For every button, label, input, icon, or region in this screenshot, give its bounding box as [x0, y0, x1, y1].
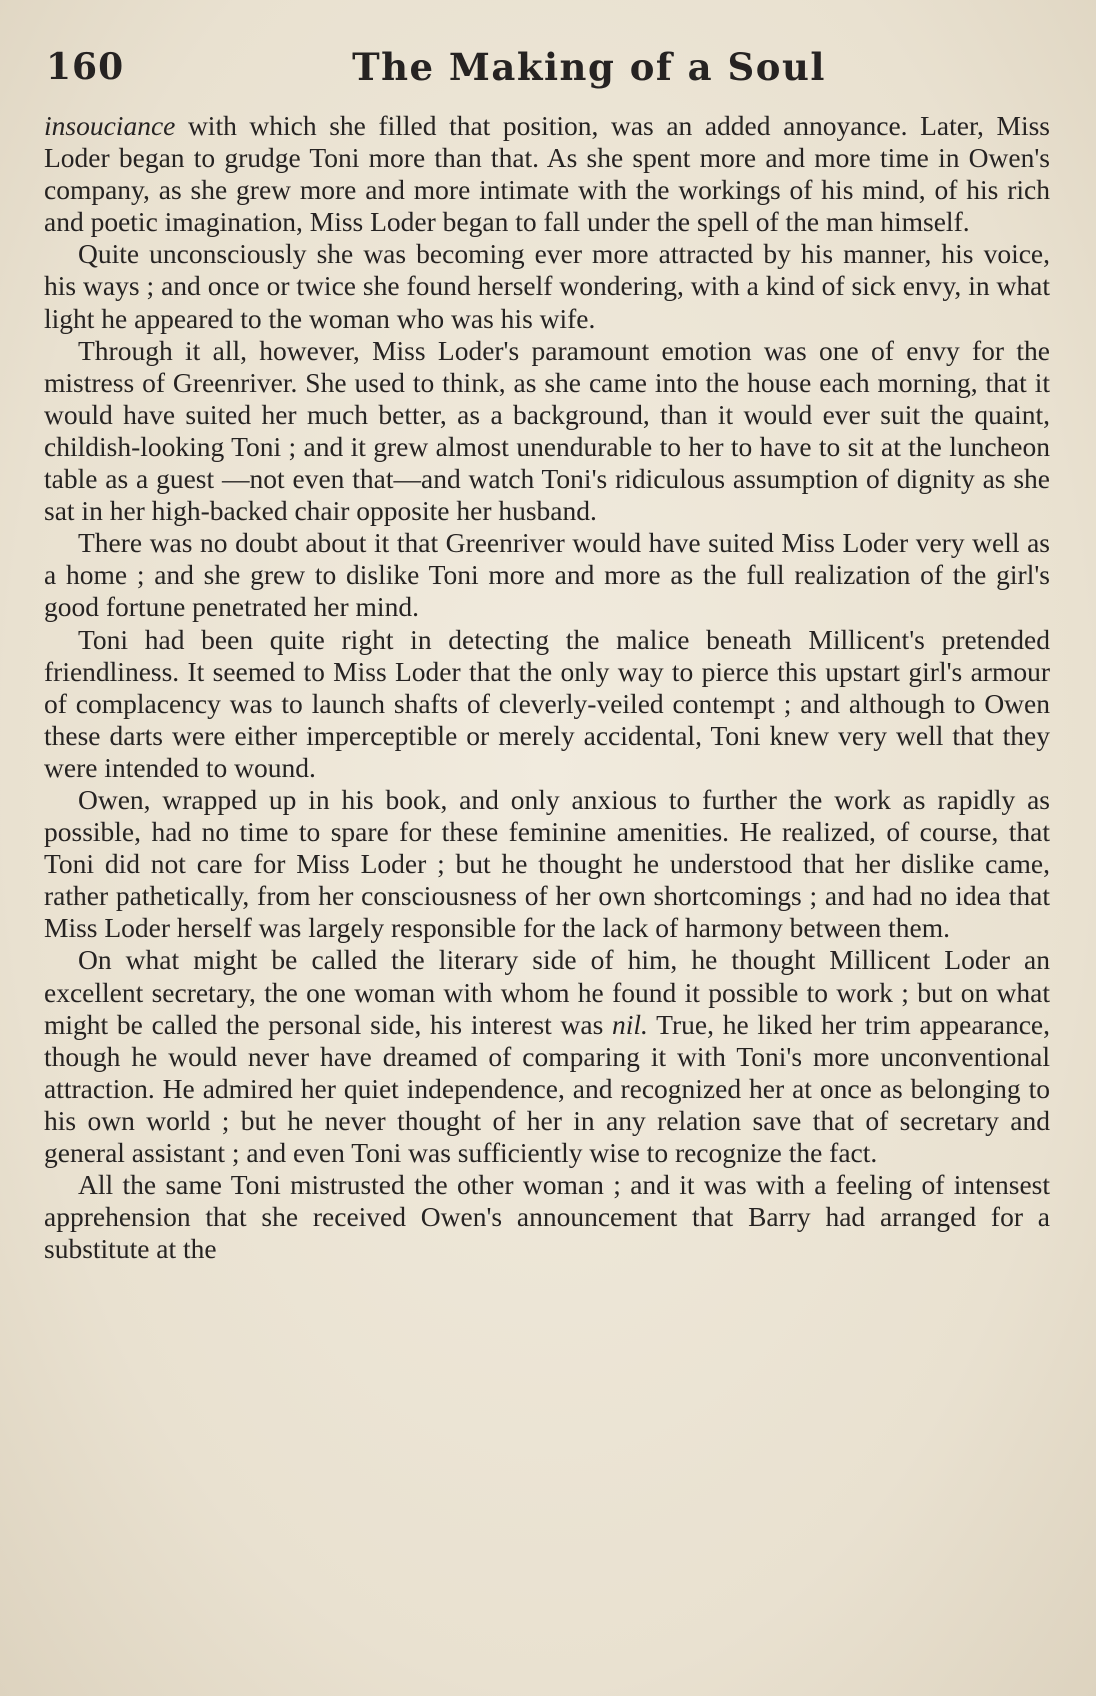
paragraph-8: All the same Toni mistrusted the other woman ; and it was with a feeling of intensest apprehension that she received Owen's announcement that Barry had arranged for a substitute at the	[44, 1169, 1050, 1265]
paragraph-7	[44, 944, 1050, 1169]
page-number: 160	[46, 46, 125, 88]
paragraph-7-text-a: On what might be called the literary side of him, he thought Millicent Loder an excellent secretary, the one woman with whom he found it possible to work ; but on what might be called the personal side, his interest was	[44, 944, 1050, 1040]
body-text	[44, 110, 1050, 1265]
page-header	[40, 42, 1056, 92]
paragraph-7-text-b: True, he liked her trim appearance, though he would never have dreamed of comparing it with Toni's more unconventional attraction. He admired her quiet independence, and recognized her at once as belonging to his own world ; but he never thought of her in any relation save that of secretary and general assistant ; and even Toni was sufficiently wise to recognize the fact.	[44, 1008, 1050, 1168]
running-title: The Making of a Soul	[352, 45, 826, 89]
paragraph-4: There was no doubt about it that Greenriver would have suited Miss Loder very well as a home ; and she grew to dislike Toni more and more as the full realization of the girl's good fortune penetrated her mind.	[44, 527, 1050, 623]
paragraph-2: Quite unconsciously she was becoming ever more attracted by his manner, his voice, his ways ; and once or twice she found herself wondering, with a kind of sick envy, in what light he appeared to the woman who was his wife.	[44, 238, 1050, 334]
italic-word-nil: nil.	[612, 1008, 648, 1040]
paragraph-3: Through it all, however, Miss Loder's paramount emotion was one of envy for the mistress of Greenriver. She used to think, as she came into the house each morning, that it would have suited her much better, as a background, than it would ever suit the quaint, childish-looking Toni ; and it grew almost unendurable to her to have to sit at the luncheon table as a guest —not even that—and watch Toni's ridiculous assumption of dignity as she sat in her high-backed chair opposite her husband.	[44, 334, 1050, 527]
paragraph-1-text: with which she filled that position, was an added annoyance. Later, Miss Loder began to grudge Toni more than that. As she spent more and more time in Owen's company, as she grew more and more intimate with the workings of his mind, of his rich and poetic imagination, Miss Loder began to fall under the spell of the man himself.	[44, 110, 1050, 238]
paragraph-6: Owen, wrapped up in his book, and only anxious to further the work as rapidly as possible, had no time to spare for these feminine amenities. He realized, of course, that Toni did not care for Miss Loder ; but he thought he understood that her dislike came, rather pathetically, from her consciousness of her own shortcomings ; and had no idea that Miss Loder herself was largely responsible for the lack of harmony between them.	[44, 783, 1050, 944]
paragraph-1	[44, 110, 1050, 238]
paragraph-5: Toni had been quite right in detecting the malice beneath Millicent's pretended friendliness. It seemed to Miss Loder that the only way to pierce this upstart girl's armour of complacency was to launch shafts of cleverly-veiled contempt ; and although to Owen these darts were either imperceptible or merely accidental, Toni knew very well that they were intended to wound.	[44, 623, 1050, 783]
italic-word-insouciance: insouciance	[44, 110, 176, 141]
